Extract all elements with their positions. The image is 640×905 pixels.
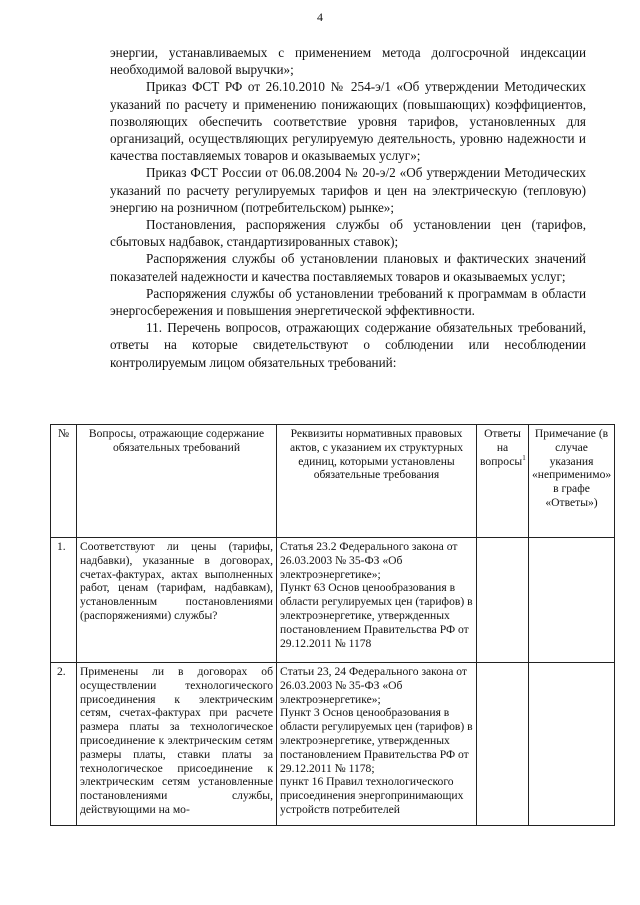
row-requisites: Статьи 23, 24 Федерального закона от 26.03.2003 № 35-ФЗ «Об электроэнергетике»; Пункт 3 Основ ценообразования в области регулируемых цен (тарифов) в электроэнергетике, утвержденных постановлением Правительства РФ от 29.12.2011 № 1178; пункт 16 Правил технологического присоединения энергопринимающих устройств потребителей bbox=[277, 663, 477, 826]
table-row bbox=[51, 538, 615, 663]
row-question: Применены ли в договорах об осуществлении технологического присоединения к электрическим сетям, счетах-фактурах при расчете размера платы за технологическое присоединение к электрическим сетям размеры платы, ставки платы за технологическое присоединение к электрическим сетям установленные постановлениями службы, действующими на мо- bbox=[77, 663, 277, 826]
row-question: Соответствуют ли цены (тарифы, надбавки), указанные в договорах, счетах-фактурах, актах выполненных работ, ценам (тарифам, надбавкам), установленным постановлениями (распоряжениями) службы? bbox=[77, 538, 277, 663]
row-note bbox=[529, 663, 615, 826]
header-num: № bbox=[51, 425, 77, 538]
header-requisites: Реквизиты нормативных правовых актов, с указанием их структурных единиц, которыми установлены обязательные требования bbox=[277, 425, 477, 538]
paragraph: Постановления, распоряжения службы об установлении цен (тарифов, сбытовых надбавок, стандартизированных ставок); bbox=[110, 217, 586, 250]
requirements-table bbox=[50, 424, 615, 826]
header-note: Примечание (в случае указания «неприменимо» в графе «Ответы») bbox=[529, 425, 615, 538]
row-note bbox=[529, 538, 615, 663]
header-question: Вопросы, отражающие содержание обязательных требований bbox=[77, 425, 277, 538]
body-text bbox=[110, 44, 586, 371]
paragraph: Приказ ФСТ РФ от 26.10.2010 № 254-э/1 «Об утверждении Методических указаний по расчету и применению понижающих (повышающих) коэффициентов, позволяющих обеспечить соответствие уровня тарифов, установленных для организаций, осуществляющих регулируемую деятельность, уровню надежности и качества поставляемых товаров и оказываемых услуг»; bbox=[110, 79, 586, 164]
page-number: 4 bbox=[317, 10, 323, 24]
paragraph: 11. Перечень вопросов, отражающих содержание обязательных требований, ответы на которые свидетельствуют о соблюдении или несоблюдении контролируемым лицом обязательных требований: bbox=[110, 320, 586, 370]
table-row bbox=[51, 663, 615, 826]
row-answer bbox=[477, 663, 529, 826]
row-requisites: Статья 23.2 Федерального закона от 26.03.2003 № 35-ФЗ «Об электроэнергетике»; Пункт 63 Основ ценообразования в области регулируемых цен (тарифов) в электроэнергетике, утвержденных постановлением Правительства РФ от 29.12.2011 № 1178 bbox=[277, 538, 477, 663]
row-num: 2. bbox=[51, 663, 77, 826]
paragraph: энергии, устанавливаемых с применением метода долгосрочной индексации необходимой валовой выручки»; bbox=[110, 45, 586, 78]
paragraph: Распоряжения службы об установлении требований к программам в области энергосбережения и повышения энергетической эффективности. bbox=[110, 285, 586, 319]
header-answers-label: Ответы на вопросы bbox=[480, 427, 523, 468]
row-num: 1. bbox=[51, 538, 77, 663]
table-header-row bbox=[51, 425, 615, 538]
paragraph: Распоряжения службы об установлении плановых и фактических значений показателей надежности и качества поставляемых товаров и оказываемых услуг; bbox=[110, 251, 586, 284]
paragraph: Приказ ФСТ России от 06.08.2004 № 20-э/2 «Об утверждении Методических указаний по расчету регулируемых тарифов и цен на электрическую (тепловую) энергию на розничном (потребительском) рынке»; bbox=[110, 165, 586, 215]
header-answers bbox=[477, 425, 529, 538]
row-answer bbox=[477, 538, 529, 663]
footnote-mark: 1 bbox=[522, 453, 526, 462]
